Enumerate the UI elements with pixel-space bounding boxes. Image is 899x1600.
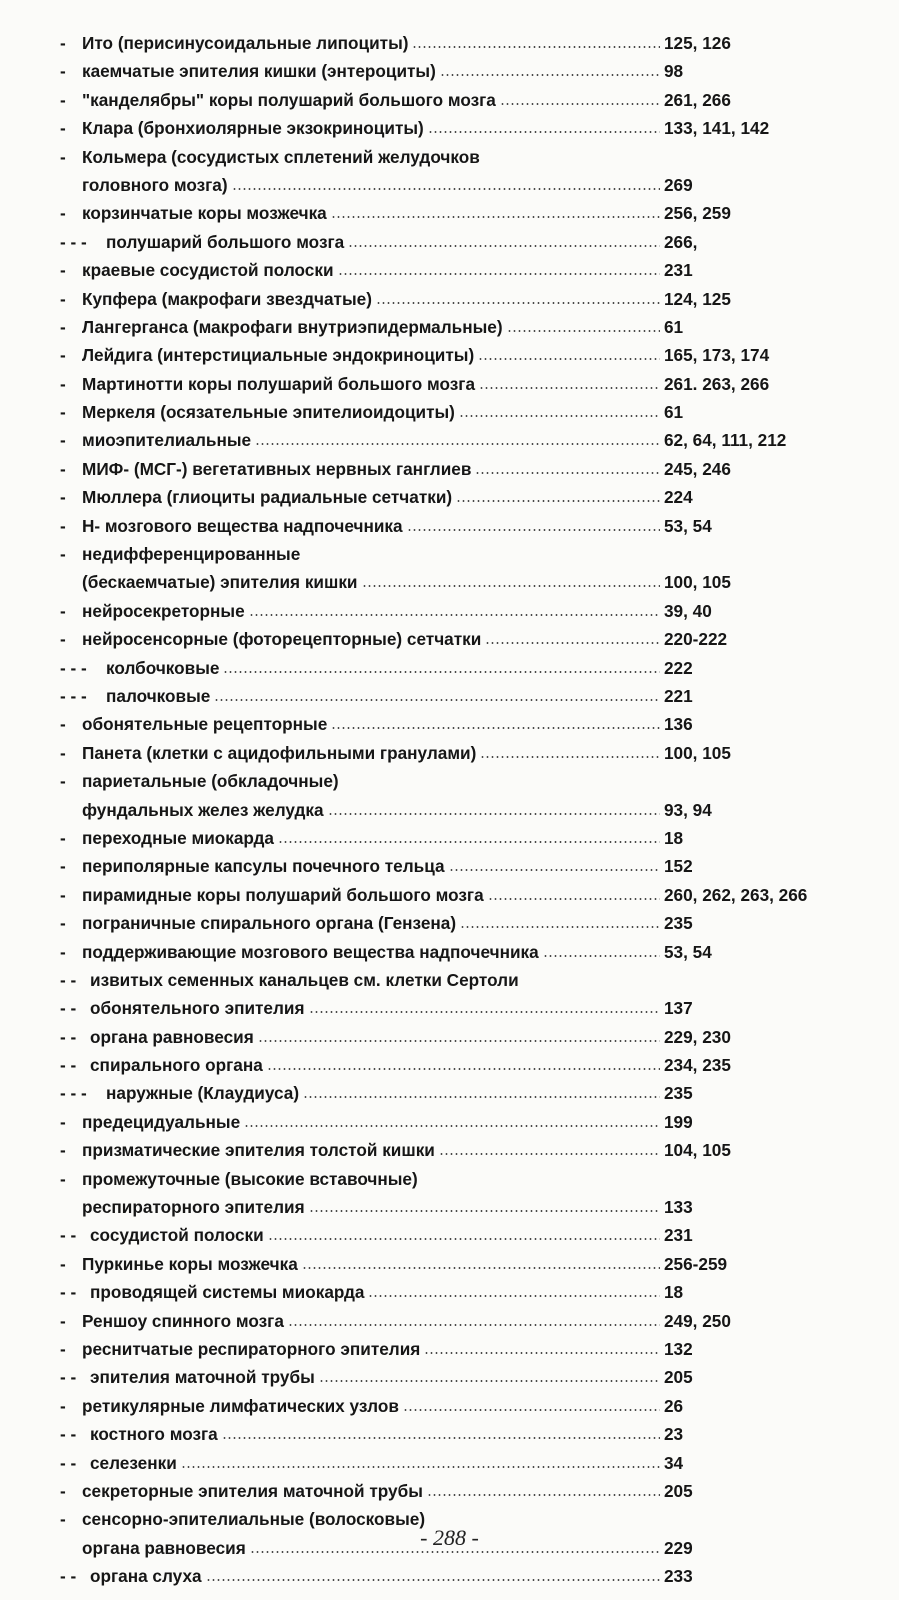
entry-level-marker: -	[60, 544, 66, 565]
index-entry	[60, 1562, 880, 1590]
dot-leader	[475, 471, 660, 475]
dot-leader	[480, 755, 660, 759]
index-entry	[60, 938, 880, 966]
index-entry	[60, 540, 880, 568]
index-entry	[60, 1449, 880, 1477]
entry-pages: 34	[664, 1452, 684, 1473]
dot-leader	[543, 954, 660, 958]
entry-pages: 221	[664, 685, 693, 706]
entry-term: промежуточные (высокие вставочные)	[82, 1168, 418, 1189]
entry-level-marker: - - -	[60, 1083, 87, 1104]
entry-term: недифференцированные	[82, 544, 301, 565]
entry-pages: 229	[664, 1537, 693, 1558]
entry-pages: 136	[664, 714, 693, 735]
index-entry	[60, 114, 880, 142]
entry-term: Реншоу спинного мозга	[82, 1310, 284, 1331]
entry-level-marker: -	[60, 827, 66, 848]
entry-level-marker: - -	[60, 1055, 77, 1076]
index-entry	[60, 1079, 880, 1107]
dot-leader	[368, 1294, 660, 1298]
entry-term: костного мозга	[90, 1424, 218, 1445]
index-entry	[60, 1250, 880, 1278]
entry-level-marker: -	[60, 629, 66, 650]
entry-term: "канделябры" коры полушарий большого мозга	[82, 89, 496, 110]
dot-leader	[449, 868, 660, 872]
dot-leader	[348, 244, 660, 248]
index-entry	[60, 341, 880, 369]
index-entry	[60, 370, 880, 398]
entry-term: эпителия маточной трубы	[90, 1367, 315, 1388]
index-entry	[60, 568, 880, 596]
entry-term: призматические эпителия толстой кишки	[82, 1140, 435, 1161]
entry-term: обонятельные рецепторные	[82, 714, 328, 735]
entry-pages: 220-222	[664, 629, 728, 650]
entry-level-marker: -	[60, 742, 66, 763]
entry-pages: 124, 125	[664, 288, 731, 309]
entry-level-marker: - -	[60, 1225, 77, 1246]
dot-leader	[331, 215, 660, 219]
entry-pages: 133	[664, 1197, 693, 1218]
dot-leader	[214, 698, 660, 702]
index-entry	[60, 682, 880, 710]
entry-pages: 205	[664, 1480, 693, 1501]
entry-term: МИФ- (МСГ-) вегетативных нервных ганглиев	[82, 458, 472, 479]
index-entry	[60, 852, 880, 880]
entry-pages: 152	[664, 856, 693, 877]
index-entry	[60, 654, 880, 682]
entry-level-marker: -	[60, 515, 66, 536]
entry-level-marker: - -	[60, 1367, 77, 1388]
entry-term: предецидуальные	[82, 1111, 241, 1132]
index-entry	[60, 1136, 880, 1164]
entry-pages: 235	[664, 1083, 693, 1104]
entry-term: Мюллера (глиоциты радиальные сетчатки)	[82, 487, 453, 508]
entry-pages: 18	[664, 1282, 684, 1303]
entry-pages: 53, 54	[664, 941, 712, 962]
entry-term: колбочковые	[106, 657, 220, 678]
entry-level-marker: -	[60, 430, 66, 451]
entry-pages: 260, 262, 263, 266	[664, 884, 808, 905]
index-entry	[60, 228, 880, 256]
entry-pages: 100, 105	[664, 572, 731, 593]
entry-term: Панета (клетки с ацидофильными гранулами)	[82, 742, 477, 763]
entry-pages: 261. 263, 266	[664, 373, 770, 394]
entry-term: Лангерганса (макрофаги внутриэпидермальные)	[82, 316, 503, 337]
entry-level-marker: -	[60, 771, 66, 792]
entry-pages: 199	[664, 1111, 693, 1132]
entry-pages: 231	[664, 1225, 693, 1246]
entry-pages: 235	[664, 913, 693, 934]
index-entry	[60, 313, 880, 341]
entry-level-marker: -	[60, 884, 66, 905]
index-entry	[60, 143, 880, 171]
dot-leader	[460, 925, 660, 929]
entry-pages: 93, 94	[664, 799, 712, 820]
dot-leader	[249, 613, 660, 617]
index-entry	[60, 1165, 880, 1193]
entry-level-marker: - -	[60, 1452, 77, 1473]
entry-term: Ито (перисинусоидальные липоциты)	[82, 33, 409, 53]
index-entry	[60, 597, 880, 625]
entry-term: Клара (бронхиолярные экзокриноциты)	[82, 118, 424, 139]
entry-pages: 133, 141, 142	[664, 118, 770, 139]
index-entry	[60, 256, 880, 284]
entry-term: спирального органа	[90, 1055, 263, 1076]
entry-pages: 261, 266	[664, 89, 731, 110]
entry-level-marker: -	[60, 203, 66, 224]
entry-pages: 229, 230	[664, 1026, 731, 1047]
dot-leader	[459, 414, 660, 418]
index-entry	[60, 1051, 880, 1079]
entry-term: респираторного эпителия	[82, 1197, 305, 1218]
entry-pages: 62, 64, 111, 212	[664, 430, 787, 451]
dot-leader	[302, 1266, 660, 1270]
index-entry	[60, 1477, 880, 1505]
entry-level-marker: -	[60, 1253, 66, 1274]
entry-level-marker: -	[60, 61, 66, 82]
entry-term: поддерживающие мозгового вещества надпочечника	[82, 941, 539, 962]
index-entry	[60, 966, 880, 994]
entry-level-marker: -	[60, 1310, 66, 1331]
entry-pages: 165, 173, 174	[664, 345, 770, 366]
index-entry	[60, 29, 880, 57]
dot-leader	[309, 1010, 660, 1014]
entry-level-marker: -	[60, 260, 66, 281]
index-entry	[60, 1392, 880, 1420]
entry-term: пирамидные коры полушарий большого мозга	[82, 884, 484, 905]
index-entry	[60, 1108, 880, 1136]
dot-leader	[258, 1039, 660, 1043]
entry-pages: 231	[664, 260, 693, 281]
index-entry	[60, 625, 880, 653]
entry-term: органа равновесия	[82, 1537, 246, 1558]
index-entry	[60, 57, 880, 85]
entry-term: краевые сосудистой полоски	[82, 260, 334, 281]
entry-term: Меркеля (осязательные эпителиоидоциты)	[82, 402, 455, 423]
dot-leader	[268, 1237, 660, 1241]
dot-leader	[428, 130, 660, 134]
entry-level-marker: -	[60, 941, 66, 962]
index-entry	[60, 796, 880, 824]
dot-leader	[328, 812, 660, 816]
entry-pages: 224	[664, 487, 693, 508]
entry-pages: 234, 235	[664, 1055, 731, 1076]
entry-term: наружные (Клаудиуса)	[106, 1083, 300, 1104]
entry-pages: 26	[664, 1395, 684, 1416]
dot-leader	[427, 1493, 660, 1497]
entry-pages: 249, 250	[664, 1310, 731, 1331]
entry-level-marker: -	[60, 288, 66, 309]
entry-term: ретикулярные лимфатических узлов	[82, 1395, 399, 1416]
dot-leader	[338, 272, 660, 276]
dot-leader	[478, 357, 660, 361]
entry-term: нейросекреторные	[82, 600, 245, 621]
entry-term: нейросенсорные (фоторецепторные) сетчатки	[82, 629, 482, 650]
index-entry	[60, 171, 880, 199]
dot-leader	[331, 726, 660, 730]
dot-leader	[223, 670, 660, 674]
entry-pages: 61	[664, 316, 684, 337]
entry-term: селезенки	[90, 1452, 177, 1473]
entry-term: Купфера (макрофаги звездчатые)	[82, 288, 372, 309]
dot-leader	[319, 1379, 660, 1383]
index-entry	[60, 1363, 880, 1391]
entry-term: миоэпителиальные	[82, 430, 252, 451]
dot-leader	[278, 840, 660, 844]
index-entry	[60, 398, 880, 426]
entry-level-marker: - -	[60, 1026, 77, 1047]
dot-leader	[488, 897, 660, 901]
entry-term: периполярные капсулы почечного тельца	[82, 856, 445, 877]
entry-term: фундальных желез желудка	[82, 799, 324, 820]
entry-pages: 125, 126	[664, 33, 731, 53]
index-entry	[60, 909, 880, 937]
entry-level-marker: -	[60, 345, 66, 366]
entry-term: органа равновесия	[90, 1026, 254, 1047]
entry-term: переходные миокарда	[82, 827, 274, 848]
dot-leader	[288, 1323, 660, 1327]
entry-level-marker: -	[60, 1140, 66, 1161]
dot-leader	[303, 1095, 660, 1099]
entry-level-marker: -	[60, 373, 66, 394]
entry-term: пограничные спирального органа (Гензена)	[82, 913, 457, 934]
entry-term: головного мозга)	[82, 174, 228, 195]
entry-level-marker: -	[60, 1338, 66, 1359]
entry-level-marker: - -	[60, 998, 77, 1019]
entry-pages: 61	[664, 402, 684, 423]
dot-leader	[479, 386, 660, 390]
dot-leader	[407, 528, 660, 532]
entry-pages: 39, 40	[664, 600, 712, 621]
entry-pages: 100, 105	[664, 742, 731, 763]
entry-level-marker: -	[60, 458, 66, 479]
entry-level-marker: -	[60, 714, 66, 735]
entry-pages: 104, 105	[664, 1140, 731, 1161]
index-entry	[60, 1278, 880, 1306]
dot-leader	[440, 73, 660, 77]
dot-leader	[507, 329, 660, 333]
dot-leader	[244, 1124, 660, 1128]
index-entry	[60, 739, 880, 767]
entry-term: Кольмера (сосудистых сплетений желудочков	[82, 146, 480, 167]
entry-term: Н- мозгового вещества надпочечника	[82, 515, 403, 536]
entry-level-marker: -	[60, 1111, 66, 1132]
entry-level-marker: - -	[60, 1566, 77, 1587]
entry-level-marker: - - -	[60, 685, 87, 706]
index-entry	[60, 426, 880, 454]
entry-term: органа слуха	[90, 1566, 202, 1587]
entry-level-marker: -	[60, 118, 66, 139]
dot-leader	[309, 1209, 660, 1213]
entry-pages: 269	[664, 174, 693, 195]
entry-term: реснитчатые респираторного эпителия	[82, 1338, 421, 1359]
index-entry	[60, 1335, 880, 1363]
index-entry	[60, 512, 880, 540]
entry-term: обонятельного эпителия	[90, 998, 305, 1019]
entry-pages: 245, 246	[664, 458, 731, 479]
dot-leader	[222, 1436, 660, 1440]
entry-term: Мартинотти коры полушарий большого мозга	[82, 373, 476, 394]
dot-leader	[403, 1408, 660, 1412]
dot-leader	[439, 1152, 660, 1156]
index-entry	[60, 483, 880, 511]
entry-term: париетальные (обкладочные)	[82, 771, 339, 792]
entry-level-marker: -	[60, 600, 66, 621]
entry-level-marker: -	[60, 487, 66, 508]
index-entry	[60, 1307, 880, 1335]
index-entry	[60, 1193, 880, 1221]
entry-level-marker: - -	[60, 969, 77, 990]
entry-level-marker: -	[60, 1168, 66, 1189]
entry-level-marker: -	[60, 89, 66, 110]
entry-term: Пуркинье коры мозжечка	[82, 1253, 298, 1274]
entry-level-marker: -	[60, 146, 66, 167]
dot-leader	[412, 45, 660, 49]
entry-pages: 137	[664, 998, 693, 1019]
entry-term: проводящей системы миокарда	[90, 1282, 365, 1303]
index-entry	[60, 881, 880, 909]
index-entry	[60, 285, 880, 313]
entry-level-marker: -	[60, 1509, 66, 1530]
entry-pages: 18	[664, 827, 684, 848]
index-entry	[60, 86, 880, 114]
index-entry	[60, 455, 880, 483]
entry-pages: 205	[664, 1367, 693, 1388]
index-entry	[60, 1221, 880, 1249]
entry-pages: 53, 54	[664, 515, 712, 536]
index-entry	[60, 710, 880, 738]
entry-level-marker: -	[60, 33, 66, 53]
entry-level-marker: -	[60, 402, 66, 423]
dot-leader	[232, 187, 660, 191]
entry-term: каемчатые эпителия кишки (энтероциты)	[82, 61, 436, 82]
entry-pages: 256-259	[664, 1253, 728, 1274]
index-entry	[60, 1420, 880, 1448]
entry-pages: 132	[664, 1338, 693, 1359]
dot-leader	[376, 301, 660, 305]
entry-level-marker: -	[60, 1395, 66, 1416]
entry-term: корзинчатые коры мозжечка	[82, 203, 327, 224]
entry-level-marker: - -	[60, 1424, 77, 1445]
dot-leader	[255, 442, 660, 446]
entry-level-marker: -	[60, 316, 66, 337]
entry-pages: 222	[664, 657, 693, 678]
entry-level-marker: - - -	[60, 231, 87, 252]
index-entry	[60, 824, 880, 852]
entry-level-marker: -	[60, 913, 66, 934]
entry-level-marker: -	[60, 1480, 66, 1501]
entry-term: палочковые	[106, 685, 211, 706]
page-number: - 288 -	[420, 1525, 479, 1550]
entry-pages: 233	[664, 1566, 693, 1587]
dot-leader	[485, 641, 660, 645]
entry-term: сосудистой полоски	[90, 1225, 264, 1246]
index-entry	[60, 199, 880, 227]
dot-leader	[206, 1578, 660, 1582]
dot-leader	[181, 1465, 660, 1469]
entry-term: Лейдига (интерстициальные эндокриноциты)	[82, 345, 475, 366]
index-entry	[60, 994, 880, 1022]
entry-pages: 23	[664, 1424, 684, 1445]
entry-term: сенсорно-эпителиальные (волосковые)	[82, 1509, 426, 1530]
entry-pages: 98	[664, 61, 684, 82]
dot-leader	[424, 1351, 660, 1355]
entry-term: секреторные эпителия маточной трубы	[82, 1480, 423, 1501]
dot-leader	[267, 1067, 660, 1071]
entry-term: извитых семенных канальцев см. клетки Сертоли	[90, 969, 519, 990]
index-entry	[60, 767, 880, 795]
index-entry	[60, 1023, 880, 1051]
entry-pages: 266,	[664, 231, 698, 252]
entry-pages: 256, 259	[664, 203, 731, 224]
entry-level-marker: -	[60, 856, 66, 877]
entry-term: (бескаемчатые) эпителия кишки	[82, 572, 358, 593]
dot-leader	[362, 584, 660, 588]
entry-term: полушарий большого мозга	[106, 231, 345, 252]
entry-level-marker: - - -	[60, 657, 87, 678]
entry-level-marker: - -	[60, 1282, 77, 1303]
index-entries	[60, 29, 880, 1590]
dot-leader	[500, 102, 660, 106]
dot-leader	[456, 499, 660, 503]
